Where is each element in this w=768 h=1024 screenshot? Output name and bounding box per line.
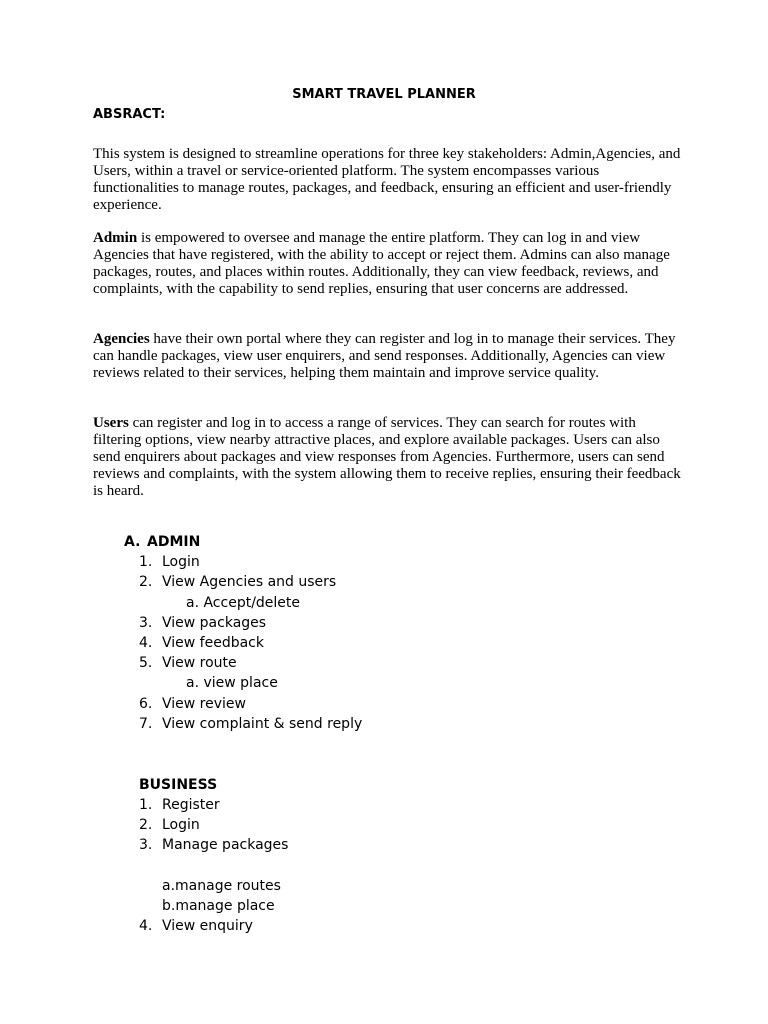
users-text: can register and log in to access a range of services. They can search for routes with filtering options, view nearby attractive places, and explore available packages. Users can also send enquirers about packages and view responses from Agencies. Furthermore, users can send reviews and complaints, with the system allowing them to receive replies, ensuring their feedback is heard.: [93, 415, 681, 499]
users-lead: Users: [93, 415, 129, 431]
list-text: Login: [162, 817, 200, 833]
list-item: [139, 573, 336, 591]
list-text: Manage packages: [162, 837, 289, 853]
list-item: [139, 553, 200, 571]
list-subitem: b.manage place: [162, 898, 275, 914]
list-text: View enquiry: [162, 918, 253, 934]
business-section-heading: BUSINESS: [139, 777, 218, 793]
users-paragraph: [93, 415, 683, 500]
admin-section-heading: [124, 533, 200, 551]
admin-lead: Admin: [93, 230, 138, 246]
list-text: View feedback: [162, 635, 264, 651]
list-item: [139, 715, 362, 733]
admin-paragraph: [93, 230, 683, 298]
list-item: [139, 917, 253, 935]
list-text: View complaint & send reply: [162, 716, 363, 732]
list-text: Login: [162, 554, 200, 570]
list-number: 4.: [139, 635, 153, 651]
intro-paragraph: This system is designed to streamline operations for three key stakeholders: Admin,Agencies, and Users, within a travel or service-oriented platform. The system encompasses various functionalities to manage routes, packages, and feedback, ensuring an efficient and user-friendly experience.: [93, 146, 681, 213]
admin-section-marker: A.: [124, 534, 141, 550]
list-number: 2.: [139, 817, 153, 833]
list-item: [139, 654, 237, 672]
document-title: SMART TRAVEL PLANNER: [292, 87, 476, 102]
list-number: 7.: [139, 716, 153, 732]
list-number: 1.: [139, 554, 153, 570]
list-item: [139, 816, 200, 834]
list-text: View review: [162, 696, 246, 712]
list-item: [139, 796, 220, 814]
list-item: [139, 634, 264, 652]
list-text: View packages: [162, 615, 267, 631]
list-item: [139, 836, 288, 854]
list-number: 3.: [139, 615, 153, 631]
list-item: [139, 614, 266, 632]
list-item: [139, 695, 246, 713]
list-number: 6.: [139, 696, 153, 712]
list-number: 3.: [139, 837, 153, 853]
list-number: 2.: [139, 574, 153, 590]
list-number: 5.: [139, 655, 153, 671]
admin-text: is empowered to oversee and manage the entire platform. They can log in and view Agencies that have registered, with the ability to accept or reject them. Admins can also manage packages, routes, and places within routes. Additionally, they can view feedback, reviews, and complaints, with the capability to send replies, ensuring that user concerns are addressed.: [93, 230, 670, 297]
admin-section-title: ADMIN: [147, 534, 201, 550]
list-text: View Agencies and users: [162, 574, 337, 590]
list-number: 1.: [139, 797, 153, 813]
list-number: 4.: [139, 918, 153, 934]
agencies-paragraph: [93, 331, 683, 382]
list-subitem: a.manage routes: [162, 878, 281, 894]
list-text: View route: [162, 655, 237, 671]
agencies-text: have their own portal where they can register and log in to manage their services. They can handle packages, view user enquirers, and send responses. Additionally, Agencies can view reviews related to their services, helping them maintain and improve service quality.: [93, 331, 676, 381]
list-subitem: a. view place: [186, 675, 278, 691]
agencies-lead: Agencies: [93, 331, 150, 347]
list-text: Register: [162, 797, 220, 813]
list-subitem: a. Accept/delete: [186, 595, 301, 611]
abstract-heading: ABSRACT:: [93, 107, 166, 122]
